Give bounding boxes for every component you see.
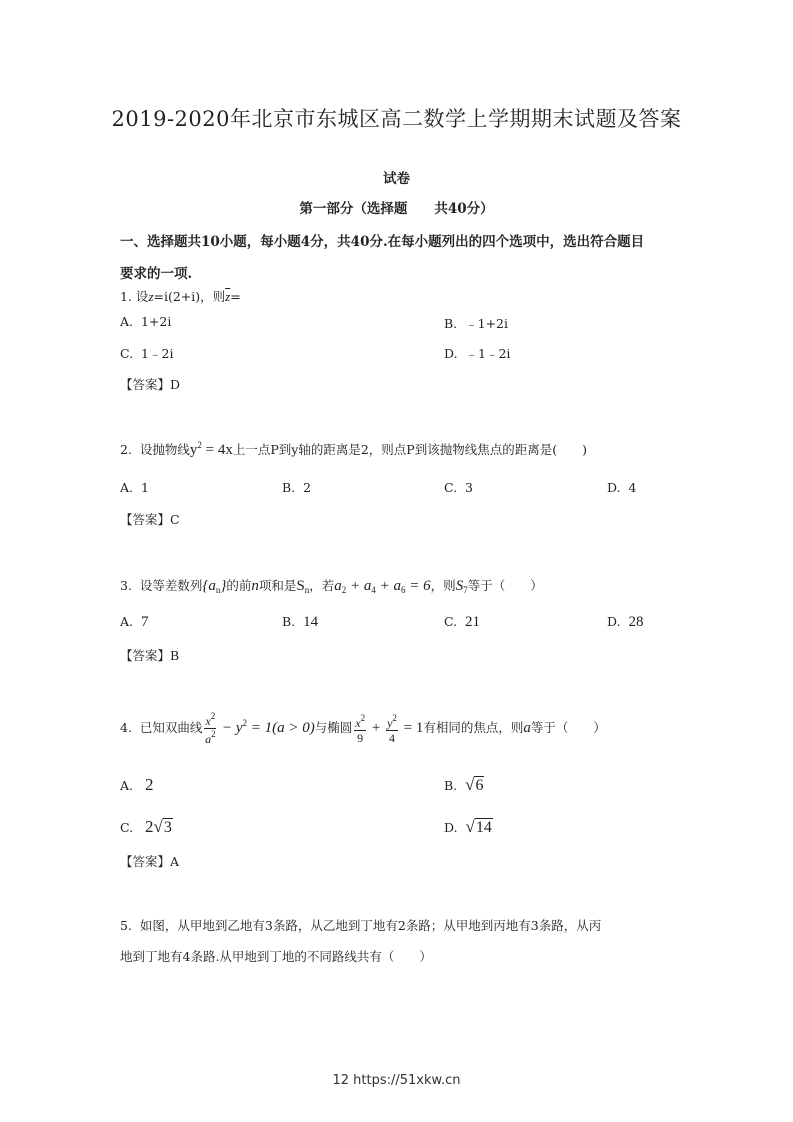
answer-3: 【答案】B bbox=[120, 648, 180, 663]
option-b: B. 2 bbox=[282, 480, 312, 495]
fraction: $\frac{x^2}{a^2}$ bbox=[205, 711, 216, 746]
variable-z-conjugate: $\overline{z}$ bbox=[225, 289, 231, 304]
option-c: C. 3 bbox=[444, 480, 473, 495]
square-root: √6 bbox=[465, 775, 484, 794]
answer-1: 【答案】D bbox=[120, 377, 181, 392]
fraction: $\frac{y^2}{4}$ bbox=[387, 712, 397, 745]
document-title: 2019-2020年北京市东城区高二数学上学期期末试题及答案 bbox=[111, 107, 682, 131]
question-5-line-2: 地到丁地有4条路.从甲地到丁地的不同路线共有（ ） bbox=[120, 949, 432, 964]
question-3-stem: 3. 设等差数列$\{a_n\}$的前n项和是$S_n$，若$a_2 + a_4 + a_6 = 6$，则$S_7$等于（ ） bbox=[120, 578, 543, 595]
instructions-line-1: 一、选择题共10小题，每小题4分，共40分.在每小题列出的四个选项中，选出符合题目 bbox=[120, 234, 645, 250]
option-d: D. √14 bbox=[444, 817, 492, 836]
instructions-line-2: 要求的一项. bbox=[120, 266, 193, 282]
option-c: C. 21 bbox=[444, 614, 481, 630]
variable-z: z bbox=[148, 289, 154, 304]
page-number: 12 bbox=[332, 1073, 350, 1088]
stem-text: 设 bbox=[135, 289, 149, 304]
question-number: 1. bbox=[120, 289, 132, 304]
option-b: B. √6 bbox=[444, 775, 484, 794]
option-d: D. 28 bbox=[607, 614, 644, 630]
page-footer bbox=[0, 1073, 793, 1088]
section-heading: 试卷 bbox=[383, 171, 410, 187]
footer-url[interactable]: https://51xkw.cn bbox=[353, 1073, 461, 1088]
option-a: A. 2 bbox=[120, 775, 154, 794]
option-a: A. 1+2i bbox=[120, 314, 172, 329]
option-d: D. 4 bbox=[607, 480, 637, 495]
stem-text: = bbox=[230, 289, 241, 304]
question-4-stem: 4. 已知双曲线 $\frac{x^2}{a^2}$ − $y^2 = 1(a > 0)$与椭圆 $\frac{x^2}{9}$ + $\frac{y^2}{4}$ = 1有相同的焦点，则a等于（ ） bbox=[120, 711, 606, 746]
part-heading: 第一部分（选择题 共40分） bbox=[299, 201, 494, 217]
option-d: D. ﹣1﹣2i bbox=[444, 346, 511, 361]
answer-2: 【答案】C bbox=[120, 512, 180, 527]
equation: $y^2 = 4x$ bbox=[189, 440, 233, 458]
square-root: 2√3 bbox=[145, 817, 172, 836]
option-b: B. ﹣1+2i bbox=[444, 316, 509, 331]
option-c: C. 2√3 bbox=[120, 817, 172, 836]
fraction: $\frac{x^2}{9}$ bbox=[355, 712, 366, 745]
option-c: C. 1﹣2i bbox=[120, 346, 174, 361]
answer-4: 【答案】A bbox=[120, 854, 180, 869]
option-b: B. 14 bbox=[282, 614, 319, 630]
question-2-stem: 2. 设抛物线$y^2 = 4x$上一点P到y轴的距离是2，则点P到该抛物线焦点的距离是( ) bbox=[120, 440, 587, 458]
option-a: A. 1 bbox=[120, 480, 149, 495]
stem-text: =i(2+i)，则 bbox=[153, 289, 226, 304]
question-5-line-1: 5. 如图，从甲地到乙地有3条路，从乙地到丁地有2条路；从甲地到丙地有3条路，从丙 bbox=[120, 918, 602, 933]
option-a: A. 7 bbox=[120, 614, 149, 630]
question-1-stem bbox=[120, 287, 241, 305]
square-root: √14 bbox=[465, 817, 492, 836]
